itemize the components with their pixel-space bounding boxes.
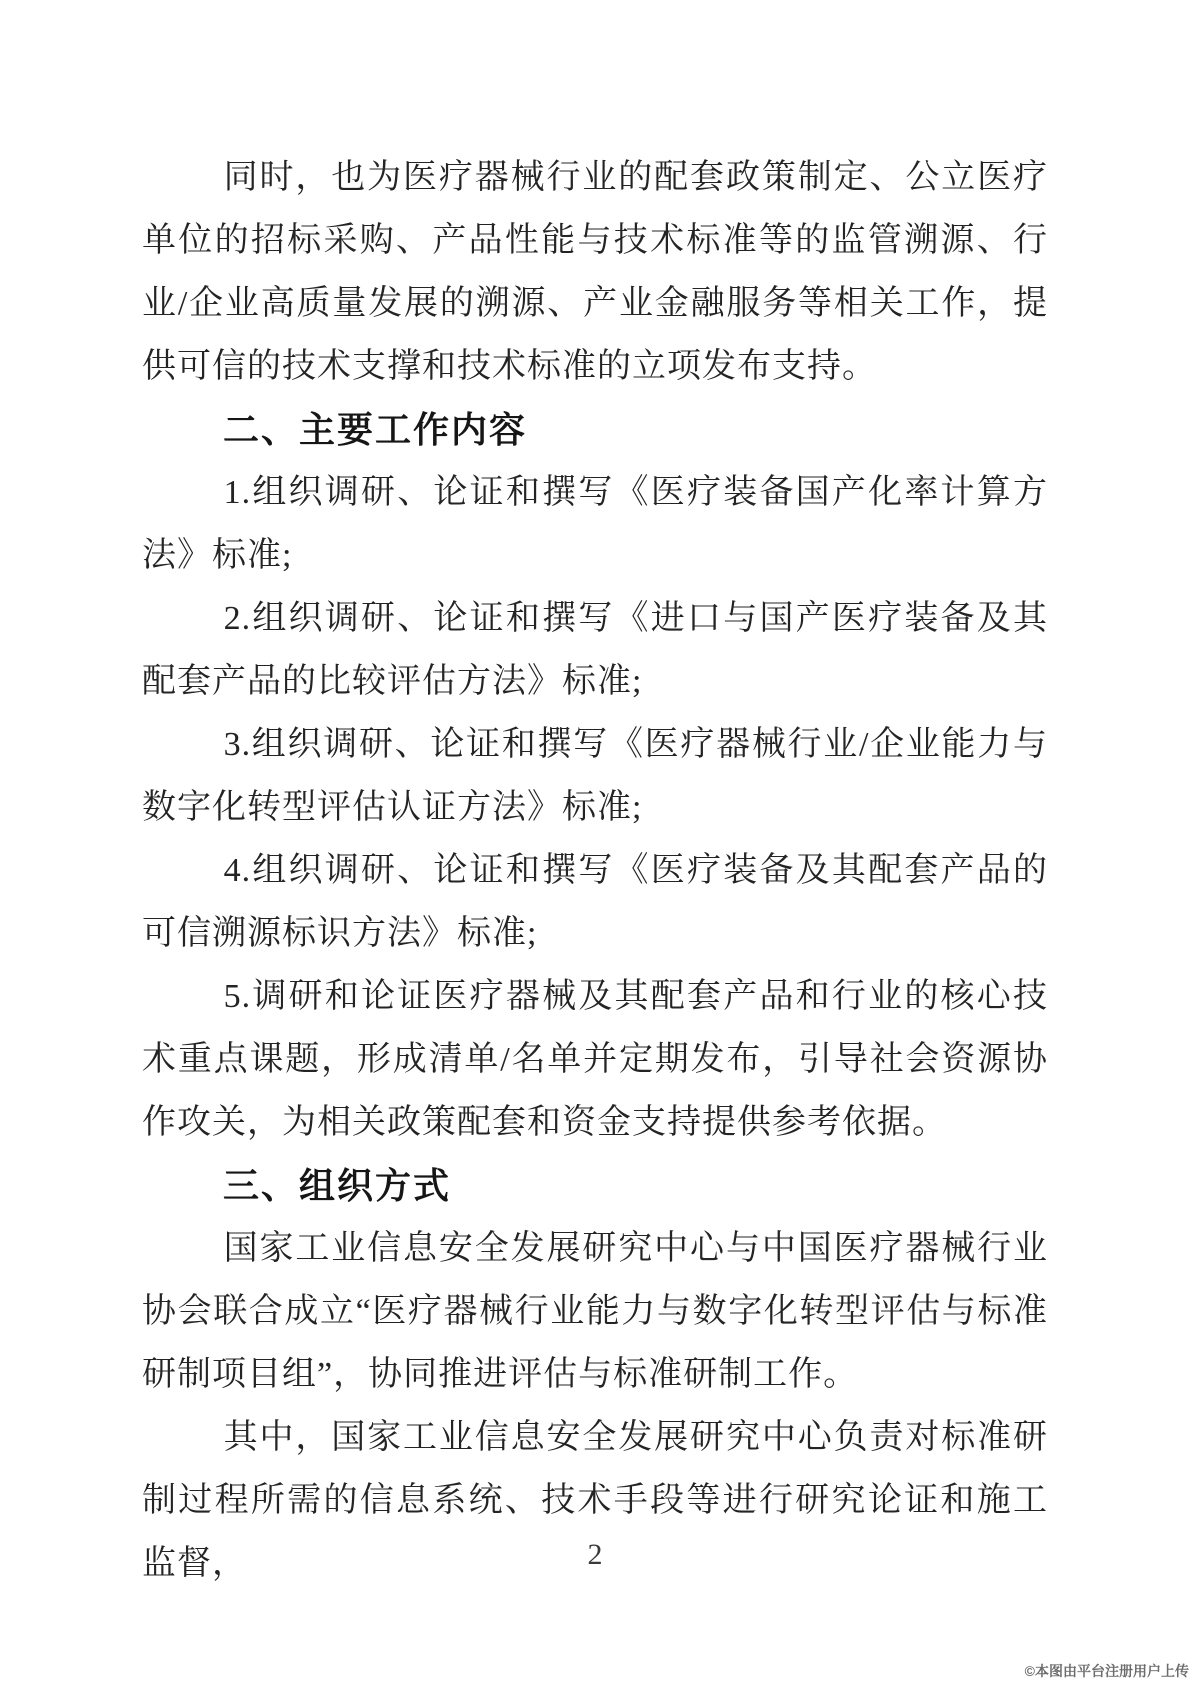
page-number: 2 [587,1538,603,1571]
watermark-text: ©本图由平台注册用户上传 [1024,1663,1189,1679]
paragraph-intro-support: 同时，也为医疗器械行业的配套政策制定、公立医疗单位的招标采购、产品性能与技术标准等的监管溯源、行业/企业高质量发展的溯源、产业金融服务等相关工作，提供可信的技术支撑和技术标准的立项发布支持。 [142,159,1048,385]
paragraph-work-item-3: 3.组织调研、论证和撰写《医疗器械行业/企业能力与数字化转型评估认证方法》标准; [142,726,1048,826]
section-heading-organization: 三、组织方式 [223,1165,452,1206]
paragraph-work-item-2: 2.组织调研、论证和撰写《进口与国产医疗装备及其配套产品的比较评估方法》标准; [142,600,1048,700]
document-body [142,146,1048,1595]
paragraph-work-item-5: 5.调研和论证医疗器械及其配套产品和行业的核心技术重点课题，形成清单/名单并定期发布，引导社会资源协作攻关，为相关政策配套和资金支持提供参考依据。 [142,978,1048,1141]
paragraph-work-item-4: 4.组织调研、论证和撰写《医疗装备及其配套产品的可信溯源标识方法》标准; [142,852,1048,952]
paragraph-organization-joint: 国家工业信息安全发展研究中心与中国医疗器械行业协会联合成立“医疗器械行业能力与数字化转型评估与标准研制项目组”，协同推进评估与标准研制工作。 [142,1230,1048,1393]
paragraph-work-item-1: 1.组织调研、论证和撰写《医疗装备国产化率计算方法》标准; [142,474,1048,574]
paragraph-organization-duty: 其中，国家工业信息安全发展研究中心负责对标准研制过程所需的信息系统、技术手段等进行研究论证和施工监督， [142,1419,1048,1582]
section-heading-main-work: 二、主要工作内容 [223,409,528,450]
